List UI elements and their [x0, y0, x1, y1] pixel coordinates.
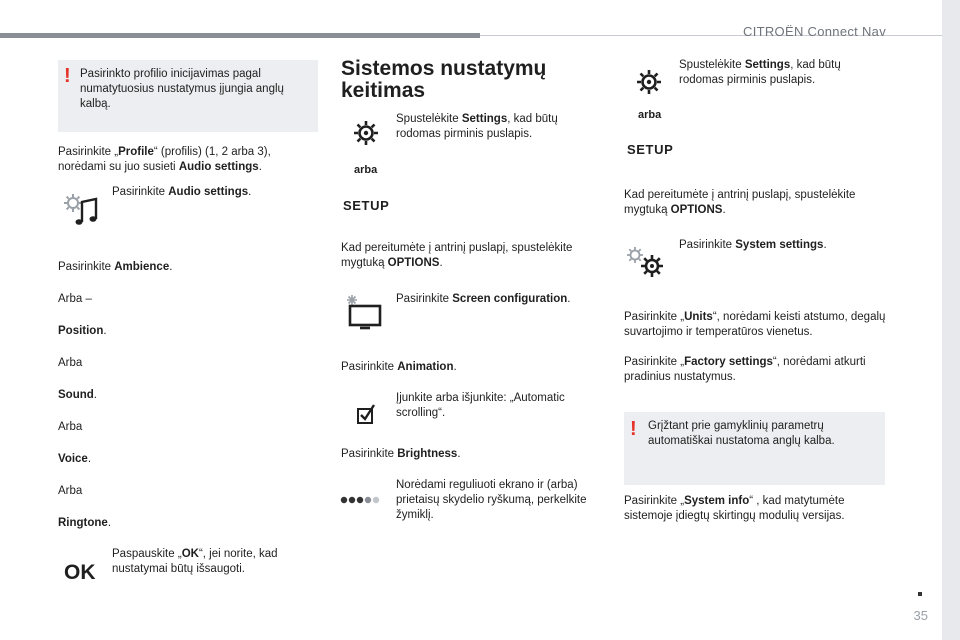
- page-number: 35: [913, 608, 928, 623]
- page-edge-strip: [942, 0, 960, 640]
- header-bar: [0, 33, 480, 38]
- gear-icon: [634, 67, 664, 97]
- warning-box-factory: [624, 412, 885, 485]
- arba-text: Arba: [58, 357, 83, 369]
- position-text: Position.: [58, 325, 107, 337]
- screen-configuration-icon: [342, 292, 384, 330]
- sound-text: Sound.: [58, 389, 97, 401]
- page-marker: [918, 592, 922, 596]
- warning-box-profile: [58, 60, 318, 132]
- screen-configuration-text: Pasirinkite Screen configuration.: [396, 293, 571, 305]
- system-settings-icon: [624, 244, 668, 280]
- arba-label: arba: [638, 109, 662, 121]
- audio-settings-icon: [62, 192, 100, 228]
- options-text: Kad pereitumėte į antrinį puslapį, spustelėkite mygtuką OPTIONS.: [624, 189, 856, 216]
- system-settings-text: Pasirinkite System settings.: [679, 239, 827, 251]
- system-info-text: Pasirinkite „System info“ , kad matytumėte sistemoje įdiegtų skirtingų modulių versijas.: [624, 495, 845, 522]
- ok-text: Paspauskite „OK“, jei norite, kad nustatymai būtų išsaugoti.: [112, 548, 278, 575]
- arba-dash-text: Arba –: [58, 293, 92, 305]
- checkbox-checked-icon: [356, 403, 376, 425]
- setup-label: SETUP: [627, 142, 674, 157]
- brightness-text: Pasirinkite Brightness.: [341, 448, 461, 460]
- factory-settings-text: Pasirinkite „Factory settings“, norėdami atkurti pradinius nustatymus.: [624, 356, 866, 383]
- warning-text: Grįžtant prie gamyklinių parametrų automatiškai nustatoma anglų kalba.: [648, 420, 835, 447]
- ambience-text: Pasirinkite Ambience.: [58, 261, 173, 273]
- gear-icon: [351, 118, 381, 148]
- header-title: CITROËN Connect Nav: [743, 24, 886, 39]
- warning-icon: !: [64, 65, 71, 87]
- units-text: Pasirinkite „Units“, norėdami keisti atstumo, degalų suvartojimo ir temperatūros vienetus.: [624, 311, 886, 338]
- settings-text: Spustelėkite Settings, kad būtų rodomas pirminis puslapis.: [396, 113, 558, 140]
- section-title: Sistemos nustatymų keitimas: [341, 57, 547, 102]
- arba-label: arba: [354, 164, 378, 176]
- brightness-slider-icon: [340, 494, 380, 506]
- auto-scrolling-text: Įjunkite arba išjunkite: „Automatic scrolling“.: [396, 392, 565, 419]
- ringtone-text: Ringtone.: [58, 517, 112, 529]
- animation-text: Pasirinkite Animation.: [341, 361, 457, 373]
- voice-text: Voice.: [58, 453, 92, 465]
- warning-icon: !: [630, 418, 637, 440]
- arba-text: Arba: [58, 485, 83, 497]
- settings-text: Spustelėkite Settings, kad būtų rodomas pirminis puslapis.: [679, 59, 841, 86]
- warning-text: Pasirinkto profilio inicijavimas pagal numatytuosius nustatymus įjungia anglų kalbą.: [80, 68, 284, 110]
- ok-button-icon: OK: [64, 561, 96, 584]
- options-text: Kad pereitumėte į antrinį puslapį, spustelėkite mygtuką OPTIONS.: [341, 242, 573, 269]
- setup-label: SETUP: [343, 198, 390, 213]
- arba-text: Arba: [58, 421, 83, 433]
- brightness-slider-text: Norėdami reguliuoti ekrano ir (arba) prietaisų skydelio ryškumą, perkelkite žymiklį.: [396, 479, 587, 521]
- profile-paragraph: Pasirinkite „Profile“ (profilis) (1, 2 arba 3), norėdami su juo susieti Audio settings.: [58, 146, 271, 173]
- audio-settings-text: Pasirinkite Audio settings.: [112, 186, 252, 198]
